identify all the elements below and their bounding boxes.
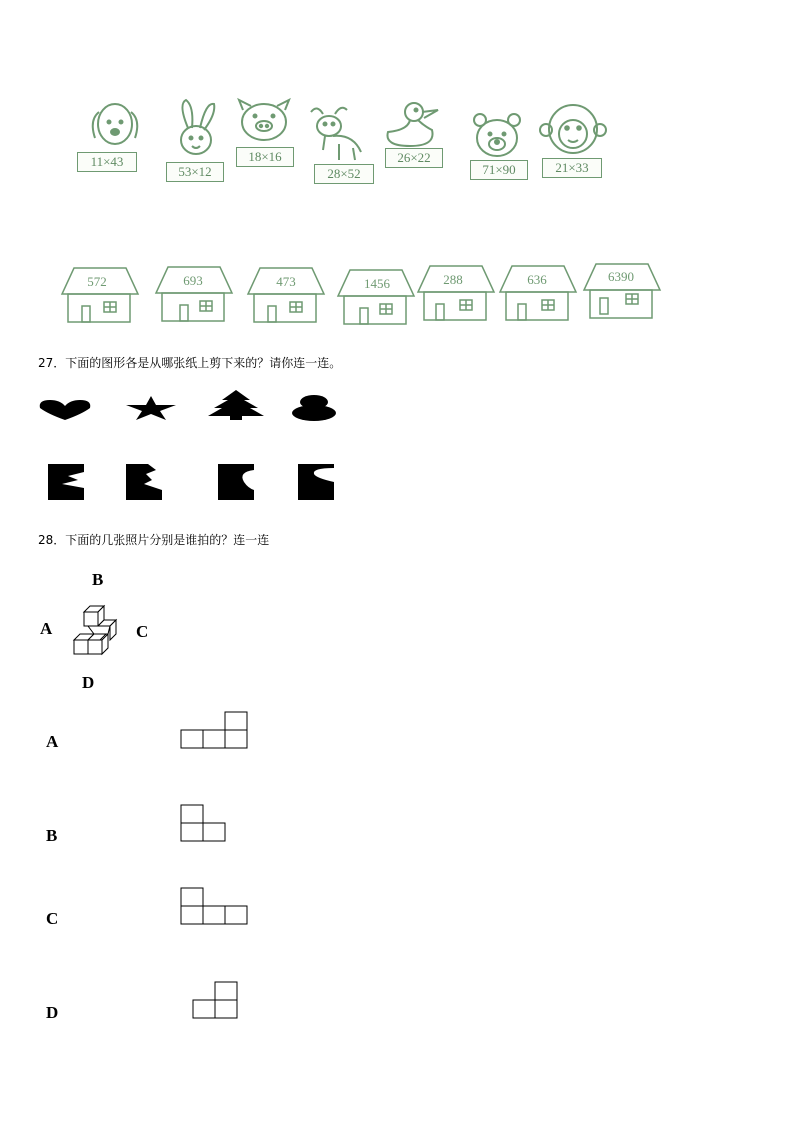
photo-label-d: D (46, 1003, 59, 1022)
house-number: 693 (183, 273, 203, 288)
animal-sign: 18×16 (236, 147, 294, 167)
tree-shape (208, 390, 264, 420)
bear-icon (470, 112, 524, 160)
paper-cut-3 (218, 464, 254, 500)
mushroom-shape (292, 395, 336, 421)
photo-view-b (180, 803, 228, 843)
paper-cut-2 (126, 464, 162, 500)
direction-label-b: B (92, 570, 104, 589)
photo-view-a (180, 710, 250, 750)
animal-sign: 26×22 (385, 148, 443, 168)
direction-label-c: C (136, 622, 149, 641)
question-27-text: 27．下面的图形各是从哪张纸上剪下来的？请你连一连。 (38, 356, 342, 370)
duck-icon (380, 100, 446, 150)
house-number: 6390 (608, 269, 634, 284)
star-shape (125, 396, 177, 420)
house-number: 572 (87, 274, 107, 289)
direction-label-d: D (82, 673, 95, 692)
photo-label-b: B (46, 826, 58, 845)
monkey-icon (538, 102, 608, 156)
paper-cut-1 (48, 464, 84, 500)
question-28-text: 28．下面的几张照片分别是谁拍的？连一连 (38, 533, 270, 547)
paper-cut-4 (298, 464, 334, 500)
animal-sign: 28×52 (314, 164, 374, 184)
pig-icon (235, 98, 293, 148)
house-number: 1456 (364, 276, 390, 291)
animal-sign: 11×43 (77, 152, 137, 172)
direction-label-a: A (40, 619, 53, 638)
photo-label-a: A (46, 732, 59, 751)
house-number: 473 (276, 274, 296, 289)
photo-label-c: C (46, 909, 59, 928)
goat-icon (305, 104, 367, 166)
rabbit-icon (170, 98, 220, 164)
dog-icon (85, 98, 145, 158)
cube-stack-figure (72, 604, 120, 658)
animal-sign: 71×90 (470, 160, 528, 180)
photo-view-d (192, 980, 240, 1020)
animal-sign: 53×12 (166, 162, 224, 182)
animal-sign: 21×33 (542, 158, 602, 178)
house-number: 636 (527, 272, 547, 287)
house-number: 288 (443, 272, 463, 287)
photo-view-c (180, 886, 250, 926)
heart-shape (38, 398, 92, 420)
